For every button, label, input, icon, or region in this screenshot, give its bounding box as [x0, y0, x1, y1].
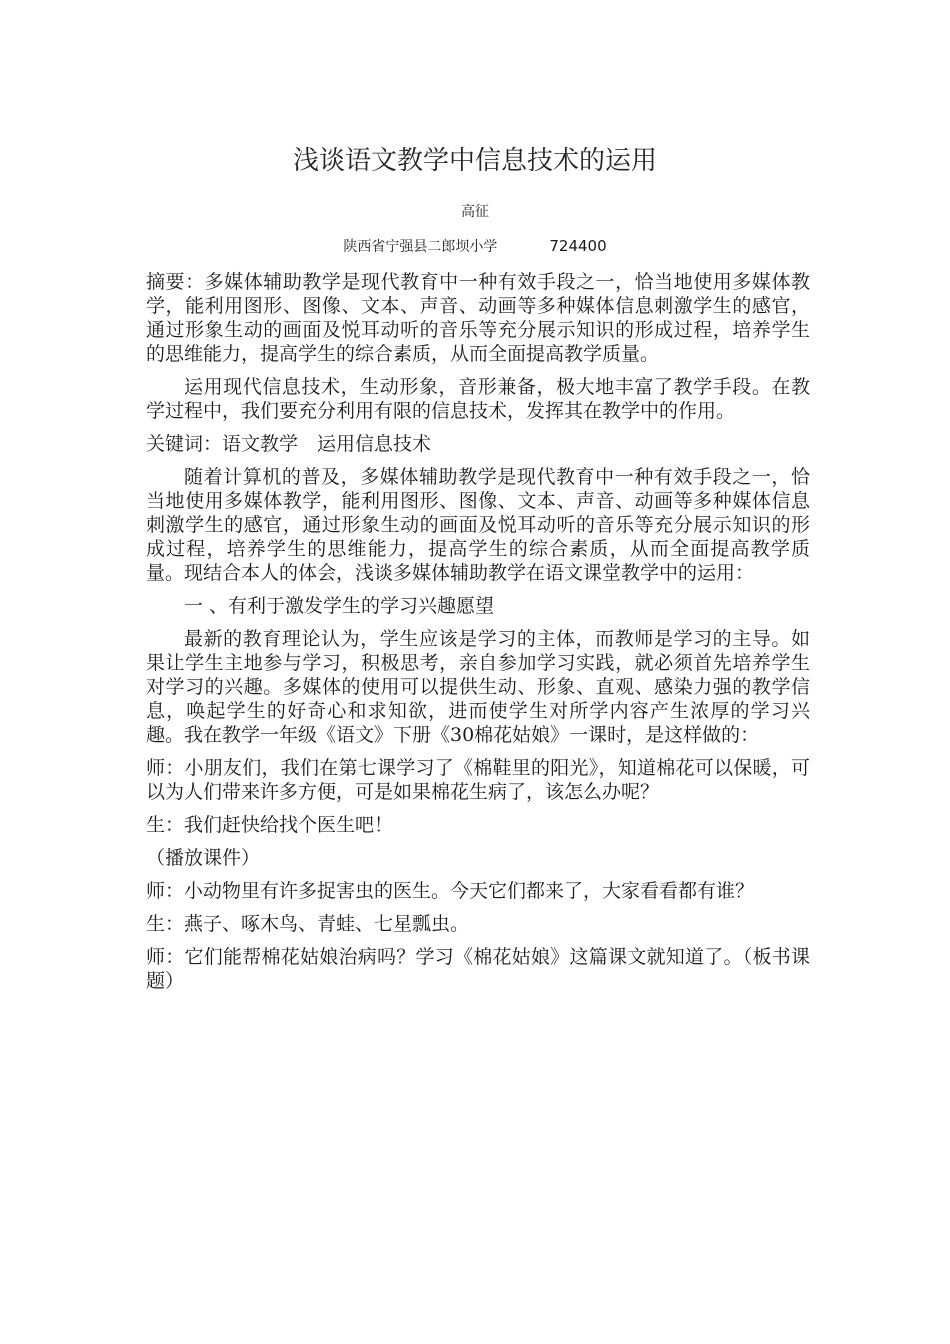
body-paragraph: 运用现代信息技术，生动形象，音形兼备，极大地丰富了教学手段。在教学过程中，我们要充分利用有限的信息技术，发挥其在教学中的作用。 — [146, 376, 810, 422]
body-paragraph: 最新的教育理论认为，学生应该是学习的主体，而教师是学习的主导。如果让学生主地参与学习，积极思考，亲自参加学习实践，就必须首先培养学生对学习的兴趣。多媒体的使用可以提供生动、形象、直观、感染力强的教学信息，唤起学生的好奇心和求知欲，进而使学生对所学内容产生浓厚的学习兴趣。我在教学一年级《语文》下册《30棉花姑娘》一课时，是这样做的： — [146, 628, 810, 746]
stage-note: （播放课件） — [146, 847, 261, 869]
dialogue-line: 师：小朋友们，我们在第七课学习了《棉鞋里的阳光》，知道棉花可以保暖，可以为人们带来许多方便，可是如果棉花生病了，该怎么办呢？ — [146, 757, 810, 803]
section-heading: 一 、有利于激发学生的学习兴趣愿望 — [184, 595, 495, 617]
dialogue-line: 师：小动物里有许多捉害虫的医生。今天它们都来了，大家看看都有谁？ — [146, 880, 755, 902]
author-affiliation-line — [0, 236, 950, 257]
postal-code: 724400 — [549, 237, 607, 255]
dialogue-line: 生：燕子、啄木鸟、青蛙、七星瓢虫。 — [146, 913, 470, 935]
abstract-paragraph: 摘要：多媒体辅助教学是现代教育中一种有效手段之一，恰当地使用多媒体教学，能利用图形、图像、文本、声音、动画等多种媒体信息刺激学生的感官，通过形象生动的画面及悦耳动听的音乐等充分展示知识的形成过程，培养学生的思维能力，提高学生的综合素质，从而全面提高教学质量。 — [146, 271, 810, 365]
body-paragraph: 随着计算机的普及，多媒体辅助教学是现代教育中一种有效手段之一，恰当地使用多媒体教学，能利用图形、图像、文本、声音、动画等多种媒体信息刺激学生的感官，通过形象生动的画面及悦耳动听的音乐等充分展示知识的形成过程，培养学生的思维能力，提高学生的综合素质，从而全面提高教学质量。现结合本人的体会，浅谈多媒体辅助教学在语文课堂教学中的运用： — [146, 466, 810, 584]
document-body — [146, 270, 810, 1002]
document-title: 浅谈语文教学中信息技术的运用 — [292, 146, 657, 176]
author-name: 高征 — [461, 204, 489, 220]
keywords-line: 关键词：语文教学 运用信息技术 — [146, 433, 432, 455]
affiliation: 陕西省宁强县二郎坝小学 — [343, 239, 498, 255]
dialogue-line: 师：它们能帮棉花姑娘治病吗？学习《棉花姑娘》这篇课文就知道了。（板书课题） — [146, 946, 810, 992]
dialogue-line: 生：我们赶快给找个医生吧！ — [146, 814, 394, 836]
